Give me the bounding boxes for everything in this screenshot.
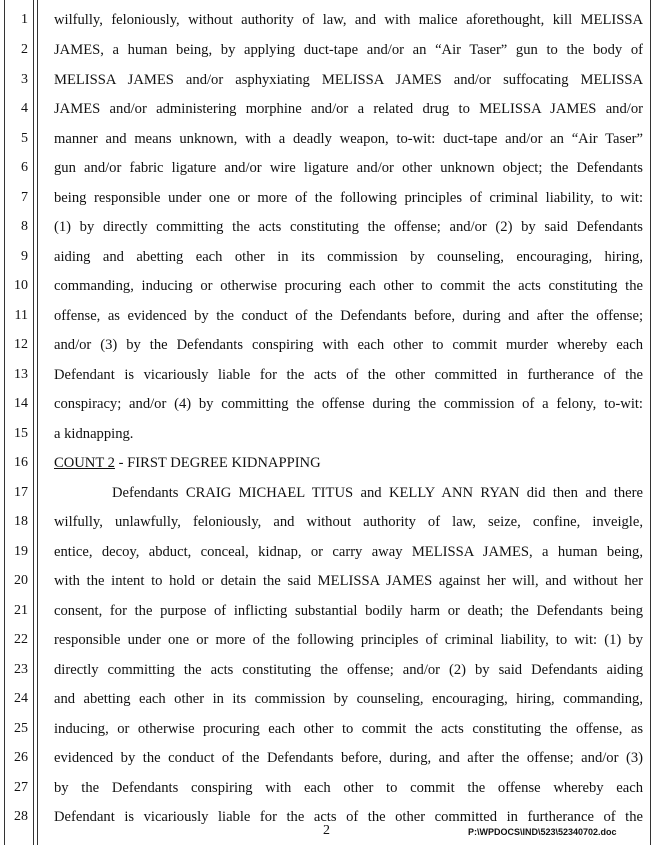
line-number: 3 bbox=[21, 72, 28, 87]
line-number: 23 bbox=[14, 662, 28, 677]
line-number: 13 bbox=[14, 367, 28, 382]
body-text-line: JAMES and/or administering morphine and/or a related drug to MELISSA JAMES and/or bbox=[54, 101, 643, 117]
line-number: 18 bbox=[14, 514, 28, 529]
count-heading-title: - FIRST DEGREE KIDNAPPING bbox=[114, 455, 321, 471]
line-number: 25 bbox=[14, 721, 28, 736]
body-text-line: Defendant is vicariously liable for the acts of the other committed in furtherance of the bbox=[54, 809, 643, 825]
left-margin-rule-double bbox=[37, 0, 38, 845]
line-number: 5 bbox=[21, 131, 28, 146]
body-text-line: conspiracy; and/or (4) by committing the offense during the commission of a felony, to-wit: bbox=[54, 396, 643, 412]
count-heading-label: COUNT 2 bbox=[54, 455, 115, 471]
body-text-line: consent, for the purpose of inflicting substantial bodily harm or death; the Defendants being bbox=[54, 603, 643, 619]
body-text-line: responsible under one or more of the following principles of criminal liability, to wit: (1) by bbox=[54, 632, 643, 648]
body-text-line: entice, decoy, abduct, conceal, kidnap, or carry away MELISSA JAMES, a human being, bbox=[54, 544, 643, 560]
line-number: 15 bbox=[14, 426, 28, 441]
line-number: 16 bbox=[14, 455, 28, 470]
count-heading bbox=[54, 455, 643, 471]
body-text-line: evidenced by the conduct of the Defendants before, during, and after the offense; and/or (3) bbox=[54, 750, 643, 766]
body-text-line: offense, as evidenced by the conduct of the Defendants before, during and after the offense; bbox=[54, 308, 643, 324]
line-number: 4 bbox=[21, 101, 28, 116]
line-number: 28 bbox=[14, 809, 28, 824]
line-number: 2 bbox=[21, 42, 28, 57]
line-number: 14 bbox=[14, 396, 28, 411]
left-margin-rule-inner bbox=[33, 0, 34, 845]
body-text-line: (1) by directly committing the acts constituting the offense; and/or (2) by said Defendants bbox=[54, 219, 643, 235]
line-number: 27 bbox=[14, 780, 28, 795]
body-text-line: with the intent to hold or detain the said MELISSA JAMES against her will, and without her bbox=[54, 573, 643, 589]
body-text-line: aiding and abetting each other in its commission by counseling, encouraging, hiring, bbox=[54, 249, 643, 265]
line-number: 26 bbox=[14, 750, 28, 765]
document-file-path: P:\WPDOCS\IND\523\52340702.doc bbox=[468, 827, 617, 837]
body-text-line: wilfully, unlawfully, feloniously, and without authority of law, seize, confine, inveigle, bbox=[54, 514, 643, 530]
body-text-line: Defendant is vicariously liable for the acts of the other committed in furtherance of the bbox=[54, 367, 643, 383]
body-text-line: manner and means unknown, with a deadly weapon, to-wit: duct-tape and/or an “Air Taser” bbox=[54, 131, 643, 147]
body-text-line: and/or (3) by the Defendants conspiring with each other to commit murder whereby each bbox=[54, 337, 643, 353]
body-text-line: by the Defendants conspiring with each other to commit the offense whereby each bbox=[54, 780, 643, 796]
line-number: 19 bbox=[14, 544, 28, 559]
line-number: 24 bbox=[14, 691, 28, 706]
line-number: 6 bbox=[21, 160, 28, 175]
line-number: 11 bbox=[14, 308, 28, 323]
line-number: 17 bbox=[14, 485, 28, 500]
left-margin-rule-outer bbox=[4, 0, 5, 845]
body-text-line: JAMES, a human being, by applying duct-tape and/or an “Air Taser” gun to the body of bbox=[54, 42, 643, 58]
body-text-line: wilfully, feloniously, without authority of law, and with malice aforethought, kill MELISSA bbox=[54, 12, 643, 28]
line-number: 8 bbox=[21, 219, 28, 234]
body-text-line: a kidnapping. bbox=[54, 426, 134, 442]
body-text-line: inducing, or otherwise procuring each other to commit the acts constituting the offense, as bbox=[54, 721, 643, 737]
body-text-line: and abetting each other in its commission by counseling, encouraging, hiring, commanding, bbox=[54, 691, 643, 707]
line-number: 7 bbox=[21, 190, 28, 205]
line-number: 22 bbox=[14, 632, 28, 647]
body-text-line: gun and/or fabric ligature and/or wire ligature and/or other unknown object; the Defendants bbox=[54, 160, 643, 176]
line-number: 21 bbox=[14, 603, 28, 618]
page-number: 2 bbox=[323, 823, 330, 838]
body-text-line: MELISSA JAMES and/or asphyxiating MELISSA JAMES and/or suffocating MELISSA bbox=[54, 72, 643, 88]
right-margin-rule bbox=[650, 0, 651, 845]
body-text-line: being responsible under one or more of the following principles of criminal liability, to wit: bbox=[54, 190, 643, 206]
line-number: 10 bbox=[14, 278, 28, 293]
line-number: 1 bbox=[21, 12, 28, 27]
body-text-line: directly committing the acts constituting the offense; and/or (2) by said Defendants aiding bbox=[54, 662, 643, 678]
body-text-line: Defendants CRAIG MICHAEL TITUS and KELLY ANN RYAN did then and there bbox=[112, 485, 643, 501]
line-number: 9 bbox=[21, 249, 28, 264]
line-number: 12 bbox=[14, 337, 28, 352]
line-number: 20 bbox=[14, 573, 28, 588]
body-text-line: commanding, inducing or otherwise procuring each other to commit the acts constituting the bbox=[54, 278, 643, 294]
